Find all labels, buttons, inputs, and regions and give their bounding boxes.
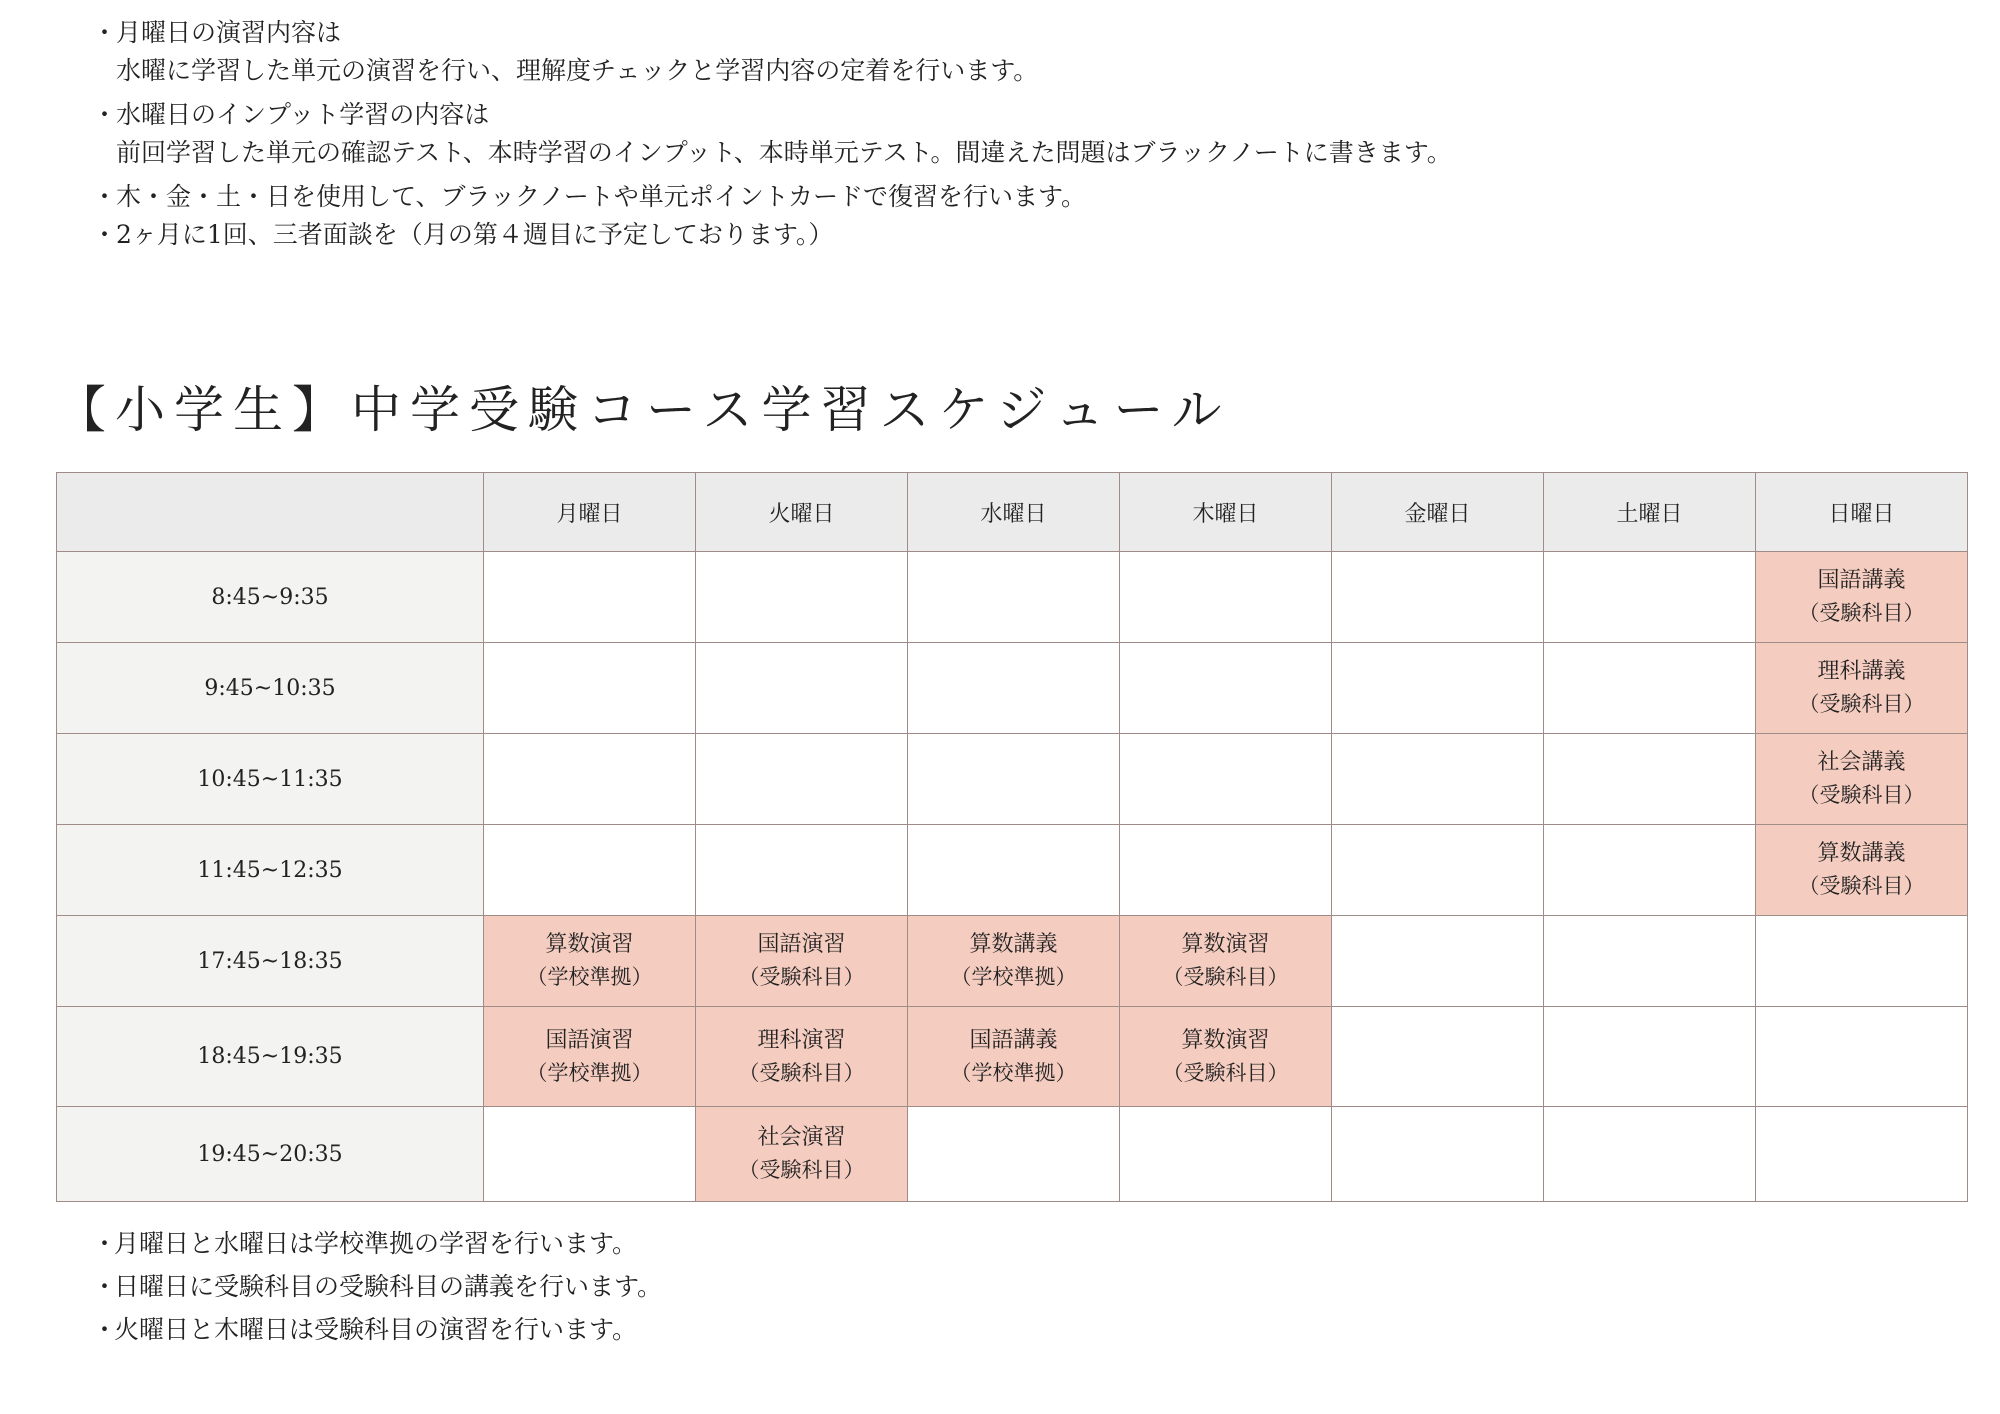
class-cell: [1756, 643, 1968, 734]
bullet: ・: [92, 1272, 118, 1301]
schedule-row: [57, 1107, 1968, 1202]
empty-cell: [1120, 825, 1332, 916]
empty-cell: [1332, 916, 1544, 1007]
time-slot: 18:45~19:35: [57, 1007, 484, 1107]
day-header-sat: 土曜日: [1544, 473, 1756, 552]
class-subject: 社会講義: [1817, 750, 1906, 775]
empty-cell: [696, 734, 908, 825]
empty-cell: [1332, 825, 1544, 916]
class-subject: 国語講義: [969, 1027, 1058, 1053]
empty-cell: [1544, 643, 1756, 734]
empty-cell: [908, 734, 1120, 825]
class-subject: 算数講義: [969, 932, 1058, 957]
empty-cell: [1120, 734, 1332, 825]
bullet: ・: [92, 1315, 118, 1344]
empty-cell: [1120, 643, 1332, 734]
class-category: （受験科目）: [1798, 783, 1925, 807]
empty-cell: [908, 825, 1120, 916]
day-header-tue: 火曜日: [696, 473, 908, 552]
class-subject: 社会演習: [757, 1125, 846, 1150]
class-subject: 国語講義: [1817, 568, 1906, 593]
schedule-row: [57, 916, 1968, 1007]
time-slot: 10:45~11:35: [57, 734, 484, 825]
schedule-row: [57, 734, 1968, 825]
class-cell: [1756, 734, 1968, 825]
empty-cell: [484, 1107, 696, 1202]
empty-cell: [696, 643, 908, 734]
class-subject: 算数演習: [545, 932, 634, 957]
class-category: （受験科目）: [738, 1158, 865, 1182]
empty-cell: [1120, 552, 1332, 643]
note-line: 月曜日の演習内容は: [116, 18, 342, 47]
bullet: ・: [92, 100, 118, 129]
empty-cell: [1544, 916, 1756, 1007]
class-subject: 算数演習: [1181, 932, 1270, 957]
class-cell: [484, 916, 696, 1007]
note-line: 前回学習した単元の確認テスト、本時学習のインプット、本時単元テスト。間違えた問題はブラックノートに書きます。: [116, 138, 1452, 167]
schedule-table: [56, 472, 1968, 1202]
empty-cell: [1332, 734, 1544, 825]
empty-cell: [1756, 1107, 1968, 1202]
note-line: 水曜に学習した単元の演習を行い、理解度チェックと学習内容の定着を行います。: [116, 56, 1039, 85]
schedule-header-row: [57, 473, 1968, 552]
class-category: （受験科目）: [1162, 965, 1289, 989]
day-header-fri: 金曜日: [1332, 473, 1544, 552]
class-cell: [1120, 1007, 1332, 1107]
note-review-days: [92, 178, 1452, 216]
class-category: （学校準拠）: [526, 1060, 653, 1085]
schedule-row: [57, 552, 1968, 643]
empty-cell: [484, 643, 696, 734]
note-line: 木・金・土・日を使用して、ブラックノートや単元ポイントカードで復習を行います。: [116, 182, 1087, 211]
top-notes: [92, 14, 1452, 254]
bullet: ・: [92, 182, 118, 211]
time-slot: 19:45~20:35: [57, 1107, 484, 1202]
class-category: （受験科目）: [738, 965, 865, 989]
note-wednesday-input: [92, 96, 1452, 172]
class-cell: [696, 1007, 908, 1107]
empty-cell: [484, 825, 696, 916]
empty-cell: [908, 1107, 1120, 1202]
note-monday-exercise: [92, 14, 1452, 90]
schedule-body: [57, 552, 1968, 1202]
note-text: 日曜日に受験科目の受験科目の講義を行います。: [114, 1272, 663, 1301]
bottom-notes: [92, 1222, 662, 1351]
empty-cell: [484, 734, 696, 825]
note-sunday-lectures: [92, 1265, 662, 1308]
note-school-based: [92, 1222, 662, 1265]
class-subject: 算数講義: [1817, 841, 1906, 866]
empty-cell: [1544, 825, 1756, 916]
bullet: ・: [92, 1229, 118, 1258]
class-category: （受験科目）: [1798, 874, 1925, 898]
empty-cell: [1332, 643, 1544, 734]
schedule-row: [57, 643, 1968, 734]
empty-cell: [908, 552, 1120, 643]
class-subject: 国語演習: [545, 1027, 634, 1053]
class-cell: [1756, 825, 1968, 916]
note-line: 水曜日のインプット学習の内容は: [116, 100, 490, 129]
time-slot: 9:45~10:35: [57, 643, 484, 734]
class-subject: 国語演習: [757, 932, 846, 957]
bullet: ・: [92, 220, 118, 249]
class-category: （受験科目）: [738, 1060, 865, 1085]
class-cell: [1120, 916, 1332, 1007]
note-text: 月曜日と水曜日は学校準拠の学習を行います。: [114, 1229, 638, 1258]
empty-cell: [484, 552, 696, 643]
class-category: （受験科目）: [1798, 692, 1925, 716]
class-subject: 理科講義: [1817, 659, 1906, 684]
empty-cell: [1544, 1007, 1756, 1107]
note-meeting: [92, 216, 1452, 254]
empty-cell: [1544, 1107, 1756, 1202]
empty-cell: [1756, 1007, 1968, 1107]
empty-cell: [1756, 916, 1968, 1007]
class-subject: 算数演習: [1181, 1027, 1270, 1053]
class-cell: [696, 1107, 908, 1202]
class-cell: [908, 1007, 1120, 1107]
empty-cell: [1332, 1007, 1544, 1107]
page-title: 【小学生】中学受験コース学習スケジュール: [56, 381, 1231, 439]
empty-cell: [696, 552, 908, 643]
day-header-thu: 木曜日: [1120, 473, 1332, 552]
class-cell: [696, 916, 908, 1007]
day-header-mon: 月曜日: [484, 473, 696, 552]
bullet: ・: [92, 18, 118, 47]
class-cell: [1756, 552, 1968, 643]
class-category: （受験科目）: [1798, 601, 1925, 625]
class-category: （学校準拠）: [526, 965, 653, 989]
note-text: 火曜日と木曜日は受験科目の演習を行います。: [114, 1315, 638, 1344]
time-slot: 11:45~12:35: [57, 825, 484, 916]
class-category: （学校準拠）: [950, 1060, 1077, 1085]
empty-cell: [1332, 552, 1544, 643]
class-category: （学校準拠）: [950, 965, 1077, 989]
empty-cell: [908, 643, 1120, 734]
empty-cell: [696, 825, 908, 916]
schedule-row: [57, 825, 1968, 916]
schedule-row: [57, 1007, 1968, 1107]
note-exam-exercises: [92, 1308, 662, 1351]
corner-cell: [57, 473, 484, 552]
time-slot: 8:45~9:35: [57, 552, 484, 643]
empty-cell: [1544, 734, 1756, 825]
class-cell: [908, 916, 1120, 1007]
day-header-wed: 水曜日: [908, 473, 1120, 552]
empty-cell: [1544, 552, 1756, 643]
empty-cell: [1120, 1107, 1332, 1202]
class-cell: [484, 1007, 696, 1107]
time-slot: 17:45~18:35: [57, 916, 484, 1007]
note-line: 2ヶ月に1回、三者面談を（月の第４週目に予定しております。）: [116, 220, 834, 249]
class-category: （受験科目）: [1162, 1060, 1289, 1085]
empty-cell: [1332, 1107, 1544, 1202]
class-subject: 理科演習: [757, 1027, 846, 1053]
day-header-sun: 日曜日: [1756, 473, 1968, 552]
